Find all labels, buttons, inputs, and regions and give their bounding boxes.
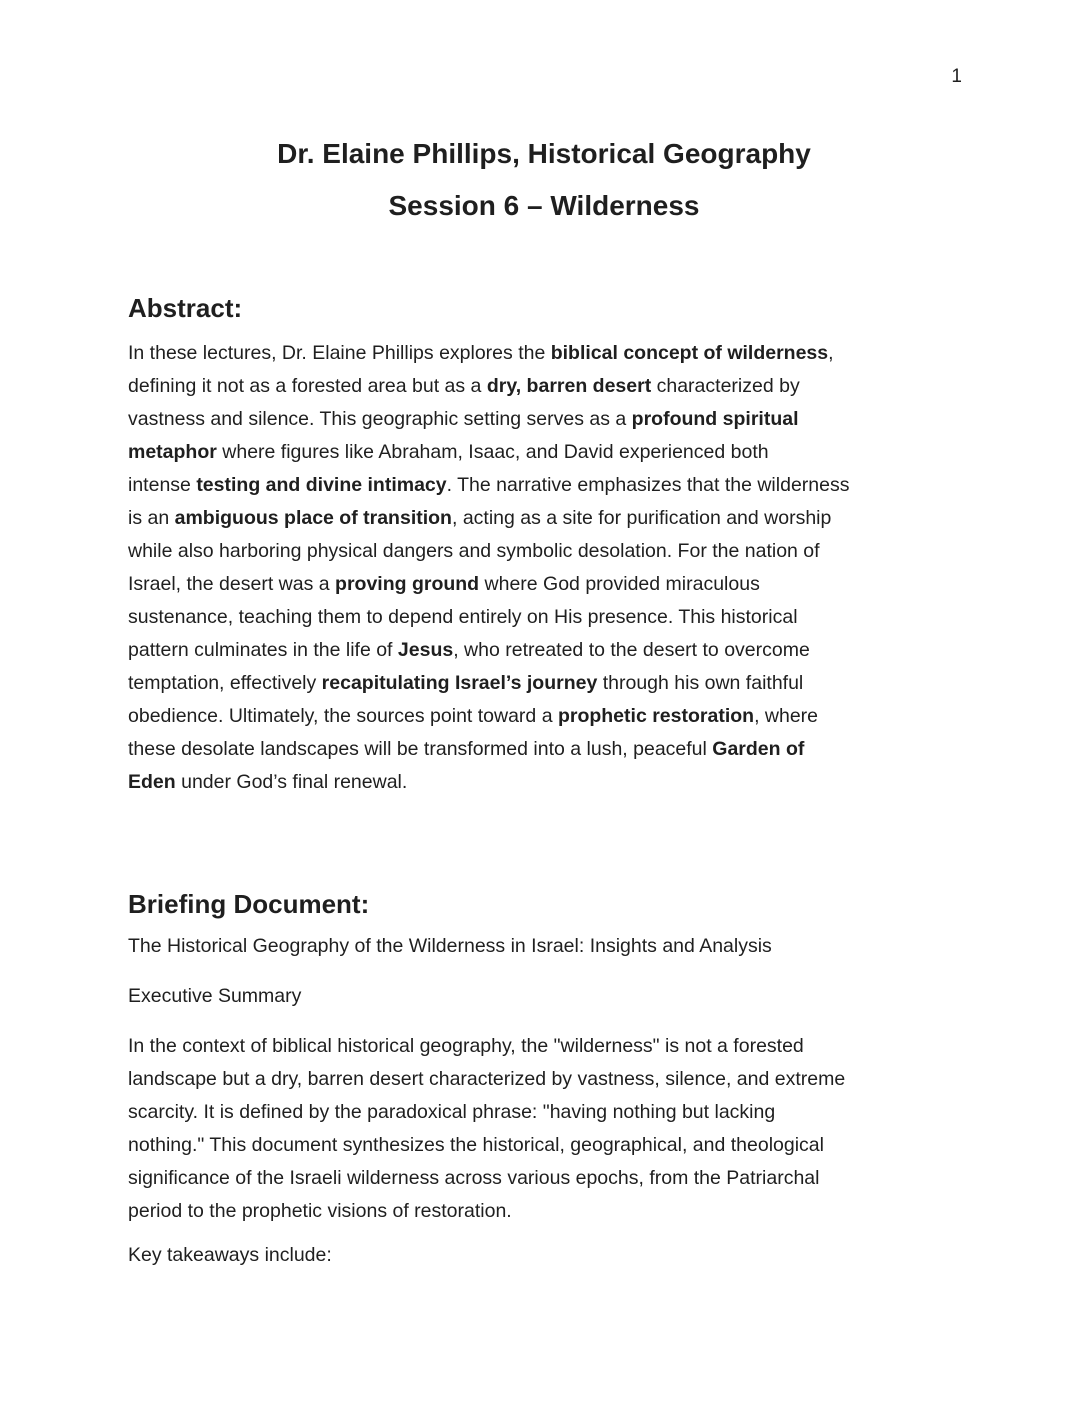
title-line-2: Session 6 – Wilderness [388, 190, 700, 221]
text-line: significance of the Israeli wilderness across various epochs, from the Patriarchal [128, 1167, 820, 1189]
text-line: Israel, the desert was a proving ground where God provided miraculous [128, 573, 760, 595]
page-number: 1 [951, 66, 962, 87]
abstract-heading: Abstract: [128, 293, 243, 323]
text-line: defining it not as a forested area but as a dry, barren desert characterized by [128, 375, 800, 397]
text-line: metaphor where figures like Abraham, Isaac, and David experienced both [128, 441, 769, 463]
text-line: sustenance, teaching them to depend entirely on His presence. This historical [128, 606, 798, 628]
key-takeaways-label: Key takeaways include: [128, 1244, 332, 1266]
text-line: period to the prophetic visions of restoration. [128, 1200, 512, 1222]
briefing-paragraph [128, 1030, 973, 1228]
text-line: pattern culminates in the life of Jesus, who retreated to the desert to overcome [128, 639, 810, 661]
text-line: Eden under God’s final renewal. [128, 771, 408, 793]
abstract-paragraph [128, 337, 973, 799]
text-line: In the context of biblical historical geography, the "wilderness" is not a forested [128, 1035, 804, 1057]
briefing-document-heading: Briefing Document: [128, 889, 370, 919]
text-line: scarcity. It is defined by the paradoxical phrase: "having nothing but lacking [128, 1101, 776, 1123]
text-line: obedience. Ultimately, the sources point toward a prophetic restoration, where [128, 705, 819, 727]
text-line: vastness and silence. This geographic setting serves as a profound spiritual [128, 408, 799, 430]
text-line: landscape but a dry, barren desert characterized by vastness, silence, and extreme [128, 1068, 846, 1090]
title-line-1: Dr. Elaine Phillips, Historical Geography [277, 138, 811, 169]
text-line: nothing." This document synthesizes the historical, geographical, and theological [128, 1134, 824, 1156]
document-title [0, 128, 1088, 232]
text-line: In these lectures, Dr. Elaine Phillips explores the biblical concept of wilderness, [128, 342, 834, 364]
text-line: intense testing and divine intimacy. The narrative emphasizes that the wilderness [128, 474, 850, 496]
text-line: while also harboring physical dangers and symbolic desolation. For the nation of [128, 540, 820, 562]
executive-summary-label: Executive Summary [128, 985, 302, 1007]
text-line: temptation, effectively recapitulating Israel’s journey through his own faithful [128, 672, 804, 694]
text-line: is an ambiguous place of transition, acting as a site for purification and worship [128, 507, 832, 529]
briefing-subtitle: The Historical Geography of the Wilderness in Israel: Insights and Analysis [128, 935, 772, 957]
text-line: these desolate landscapes will be transformed into a lush, peaceful Garden of [128, 738, 805, 760]
